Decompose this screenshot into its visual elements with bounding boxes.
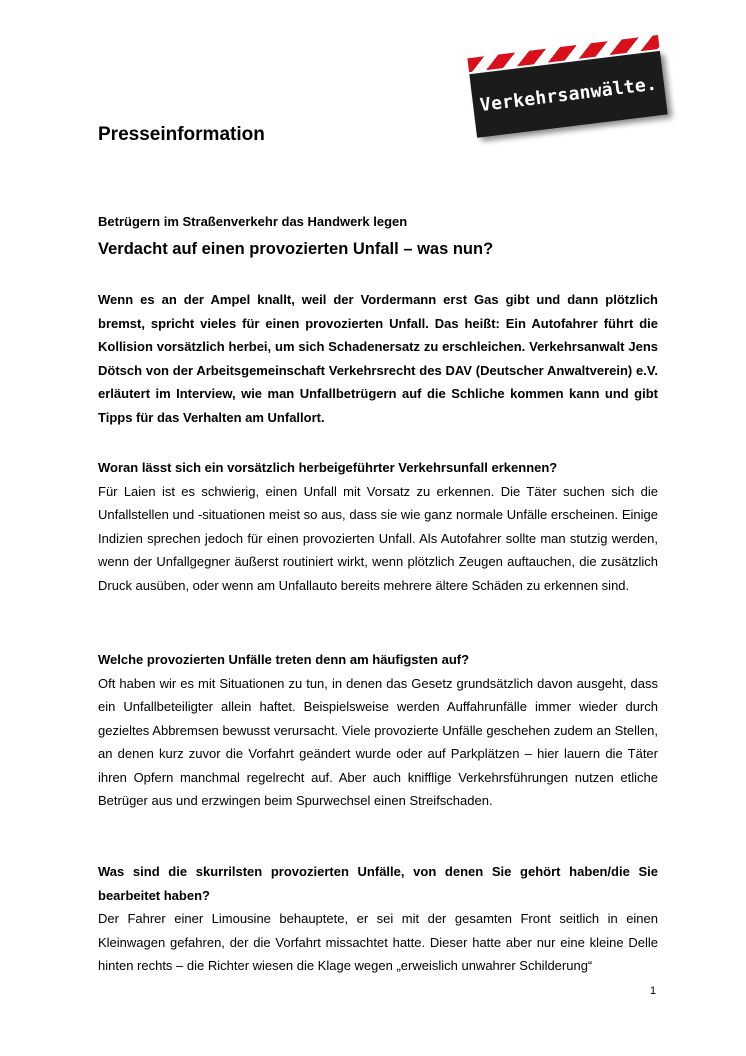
question-2: Welche provozierten Unfälle treten denn am häufigsten auf? <box>98 652 470 667</box>
pre-headline: Betrügern im Straßenverkehr das Handwerk legen <box>98 214 408 229</box>
headline: Verdacht auf einen provozierten Unfall – was nun? <box>98 240 494 258</box>
page-number: 1 <box>650 985 657 997</box>
qa-section-1 <box>98 456 658 597</box>
question-3: Was sind die skurrilsten provozierten Unfälle, von denen Sie gehört haben/die Sie bearbeitet haben? <box>98 864 658 903</box>
brand-logo <box>463 28 680 152</box>
intro-text: Wenn es an der Ampel knallt, weil der Vordermann erst Gas gibt und dann plötzlich bremst, spricht vieles für einen provozierten Unfall. Das heißt: Ein Autofahrer führt die Kollision vorsätzlich herbei, um sich Schadenersatz zu erschleichen. Verkehrsanwalt Jens Dötsch von der Arbeitsgemeinschaft Verkehrsrecht des DAV (Deutscher Anwaltverein) e.V. erläutert im Interview, wie man Unfallbetrügern auf die Schliche kommen kann und gibt Tipps für das Verhalten am Unfallort. <box>98 292 658 425</box>
document-title: Presseinformation <box>98 124 265 145</box>
qa-section-3 <box>98 860 658 978</box>
answer-3: Der Fahrer einer Limousine behauptete, er sei mit der gesamten Front seitlich in einen Kleinwagen gefahren, der die Vorfahrt missachtet hatte. Dieser hatte aber nur eine kleine Delle hinten rechts – die Richter wiesen die Klage wegen „erweislich unwahrer Schilderung“ <box>98 911 658 973</box>
question-1: Woran lässt sich ein vorsätzlich herbeigeführter Verkehrsunfall erkennen? <box>98 460 558 475</box>
logo-text: Verkehrsanwälte. <box>478 73 659 116</box>
answer-1: Für Laien ist es schwierig, einen Unfall mit Vorsatz zu erkennen. Die Täter suchen sich die Unfallstellen und -situationen meist so aus, dass sie wie ganz normale Unfälle erscheinen. Einige Indizien sprechen jedoch für einen provozierten Unfall. Als Autofahrer sollte man stutzig werden, wenn der Unfallgegner äußerst routiniert wirkt, wenn plötzlich Zeugen auftauchen, die zusätzlich Druck ausüben, oder wenn am Unfallauto bereits mehrere ältere Schäden zu erkennen sind. <box>98 483 658 593</box>
intro-paragraph <box>98 288 658 429</box>
answer-2: Oft haben wir es mit Situationen zu tun, in denen das Gesetz grundsätzlich davon ausgeht, dass ein Unfallbeteiligter allein haftet. Beispielsweise werden Auffahrunfälle immer wieder durch gezieltes Abbremsen bewusst verursacht. Viele provozierte Unfälle geschehen zudem an Stellen, an denen kurz zuvor die Vorfahrt geändert wurde oder auf Parkplätzen – hier lauern die Täter ihren Opfern manchmal regelrecht auf. Aber auch knifflige Verkehrsführungen nutzen etliche Betrüger aus und erzwingen beim Spurwechsel einen Streifschaden. <box>98 675 658 808</box>
qa-section-2 <box>98 648 658 813</box>
